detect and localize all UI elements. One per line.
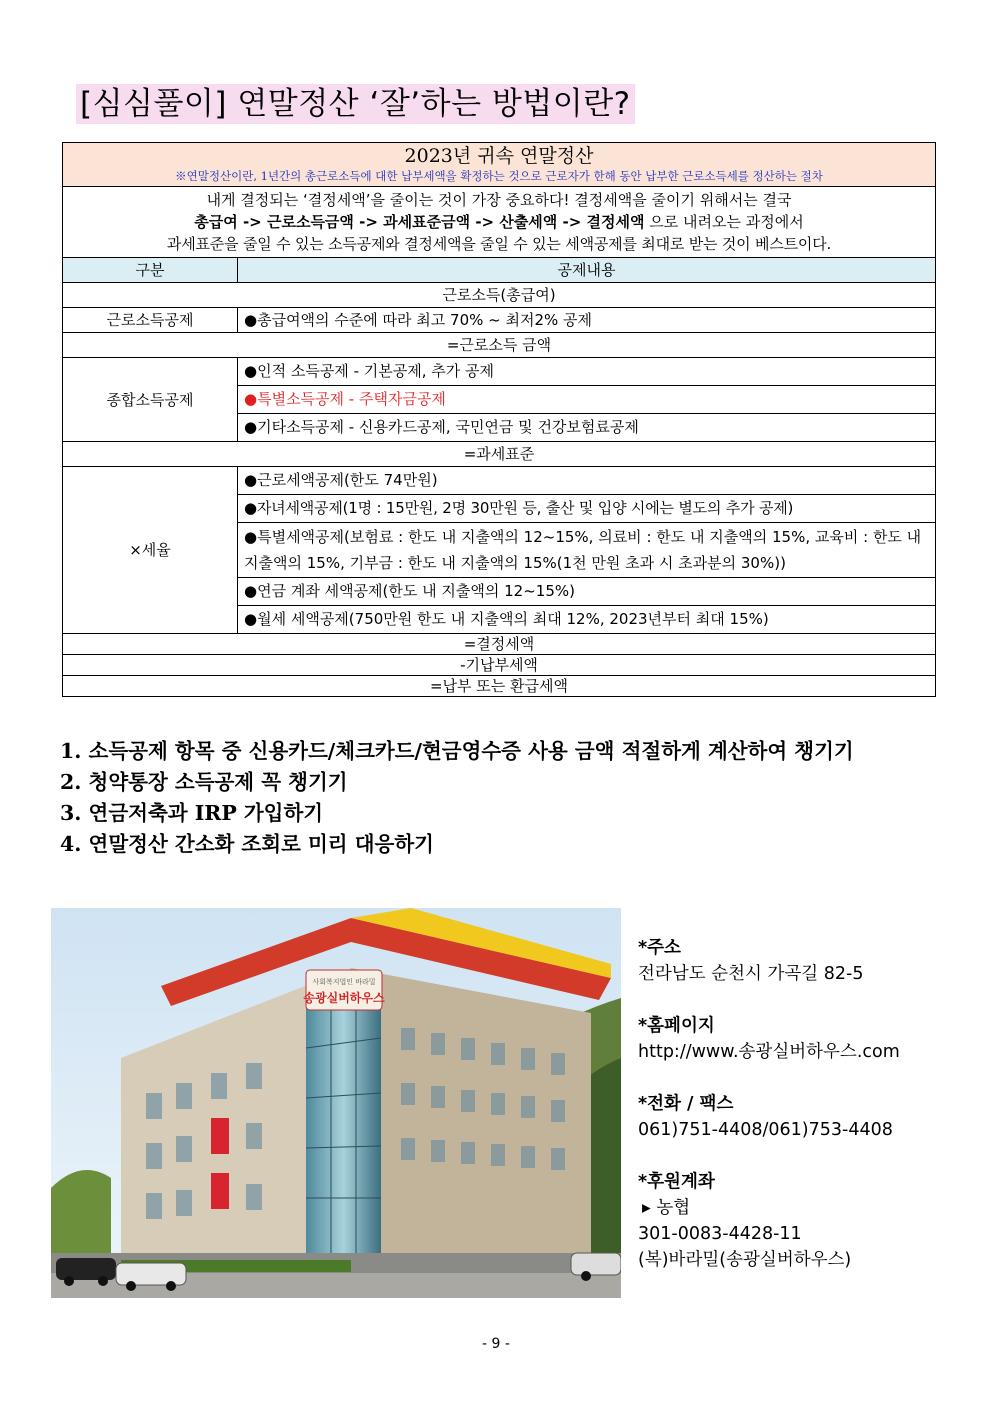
- table-intro: [63, 187, 936, 258]
- bank-name: ▸ 농협: [642, 1198, 691, 1218]
- page-title: [심심풀이] 연말정산 ‘잘’하는 방법이란?: [76, 84, 635, 124]
- col-header-content: 공제내용: [238, 258, 936, 283]
- credit-item-earned: ●근로세액공제(한도 74만원): [238, 467, 936, 495]
- credit-item-rent: ●월세 세액공제(750만원 한도 내 지출액의 최대 12%, 2023년부터 최대 15%): [238, 606, 936, 634]
- account-holder: (복)바라밀(송광실버하우스): [638, 1250, 852, 1270]
- tax-rate-label: ×세율: [63, 467, 238, 634]
- tip-item: 2. 청약통장 소득공제 꼭 챙기기: [60, 770, 348, 794]
- earned-deduction-label: 근로소득공제: [63, 308, 238, 333]
- composite-item-special: ●특별소득공제 - 주택자금공제: [238, 386, 936, 414]
- intro-flow: 총급여 -> 근로소득금액 -> 과세표준금액 -> 산출세액 -> 결정세액: [194, 213, 645, 231]
- intro-line-3: 과세표준을 줄일 수 있는 소득공제와 결정세액을 줄일 수 있는 세액공제를 최대로 받는 것이 베스트이다.: [166, 235, 832, 253]
- table-note: ※연말정산이란, 1년간의 총근로소득에 대한 납부세액을 확정하는 것으로 근로자가 한해 동안 납부한 근로소득세를 정산하는 절차: [175, 169, 823, 183]
- phone-value: 061)751-4408/061)753-4408: [638, 1120, 893, 1140]
- credit-item-special: ●특별세액공제(보험료 : 한도 내 지출액의 12~15%, 의료비 : 한도 내 지출액의 15%, 교육비 : 한도 내 지출액의 15%, 기부금 : 한도 내 지출액의 15%(1천 만원 초과 시 초과분의 30%)): [238, 523, 936, 578]
- page-number: - 9 -: [482, 1336, 510, 1352]
- composite-item-other: ●기타소득공제 - 신용카드공제, 국민연금 및 건강보험료공제: [238, 414, 936, 442]
- tip-item: 3. 연금저축과 IRP 가입하기: [60, 801, 324, 825]
- row-tax-base: =과세표준: [63, 442, 936, 467]
- homepage-label: *홈페이지: [638, 1016, 715, 1036]
- phone-label: *전화 / 팩스: [638, 1094, 734, 1114]
- account-number: 301-0083-4428-11: [638, 1224, 802, 1244]
- sign-sub-text: 사회복지법인 바라밀: [312, 978, 376, 986]
- earned-deduction-item: ●총급여액의 수준에 따라 최고 70% ~ 최저2% 공제: [238, 308, 936, 333]
- account-label: *후원계좌: [638, 1172, 715, 1192]
- address-value: 전라남도 순천시 가곡길 82-5: [638, 964, 864, 984]
- intro-line-1: 내게 결정되는 ‘결정세액’을 줄이는 것이 가장 중요하다! 결정세액을 줄이기 위해서는 결국: [206, 191, 792, 209]
- tip-item: 4. 연말정산 간소화 조회로 미리 대응하기: [60, 832, 434, 856]
- row-final-tax: =납부 또는 환급세액: [63, 676, 936, 697]
- sign-main-text: 송광실버하우스: [303, 991, 385, 1005]
- row-gross-income: 근로소득(총급여): [63, 283, 936, 308]
- row-prepaid-tax: -기납부세액: [63, 655, 936, 676]
- col-header-category: 구분: [63, 258, 238, 283]
- building-photo: [51, 908, 621, 1298]
- tips-list: [60, 736, 854, 860]
- intro-flow-suffix: 으로 내려오는 과정에서: [644, 213, 804, 231]
- tip-item: 1. 소득공제 항목 중 신용카드/체크카드/현금영수증 사용 금액 적절하게 계산하여 챙기기: [60, 739, 854, 763]
- row-determined-tax: =결정세액: [63, 634, 936, 655]
- contact-info: [638, 935, 900, 1273]
- composite-item-personal: ●인적 소득공제 - 기본공제, 추가 공제: [238, 358, 936, 386]
- homepage-link[interactable]: http://www.송광실버하우스.com: [638, 1042, 900, 1062]
- year-end-tax-table: [62, 142, 936, 697]
- table-header: [63, 143, 936, 187]
- credit-item-child: ●자녀세액공제(1명 : 15만원, 2명 30만원 등, 출산 및 입양 시에는 별도의 추가 공제): [238, 495, 936, 523]
- address-label: *주소: [638, 938, 681, 958]
- credit-item-pension: ●연금 계좌 세액공제(한도 내 지출액의 12~15%): [238, 578, 936, 606]
- intro-line-2: [67, 211, 931, 233]
- row-earned-amount: =근로소득 금액: [63, 333, 936, 358]
- table-title: 2023년 귀속 연말정산: [404, 145, 594, 167]
- composite-deduction-label: 종합소득공제: [63, 358, 238, 442]
